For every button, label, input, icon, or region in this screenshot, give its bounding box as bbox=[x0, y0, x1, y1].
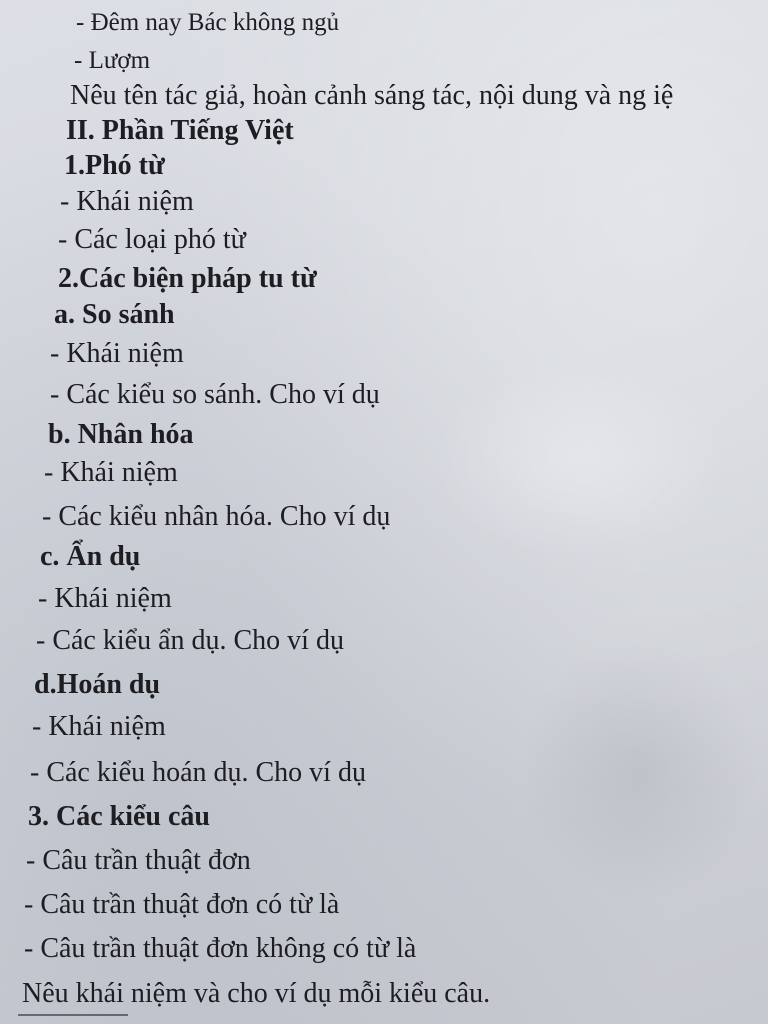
subheading-bien-phap-tu-tu: 2.Các biện pháp tu từ bbox=[58, 263, 317, 294]
list-item: - Khái niệm bbox=[38, 583, 172, 614]
list-item: - Khái niệm bbox=[50, 338, 184, 369]
poem-item-dem-nay-bac-khong-ngu: - Đêm nay Bác không ngủ bbox=[76, 9, 340, 36]
subheading-nhan-hoa: b. Nhân hóa bbox=[48, 419, 194, 450]
subheading-cac-kieu-cau: 3. Các kiểu câu bbox=[28, 801, 210, 832]
list-item: - Khái niệm bbox=[44, 457, 178, 488]
subheading-so-sanh: a. So sánh bbox=[54, 299, 175, 330]
list-item: - Các kiểu so sánh. Cho ví dụ bbox=[50, 379, 380, 410]
instruction-cac-kieu-cau: Nêu khái niệm và cho ví dụ mỗi kiểu câu. bbox=[22, 978, 491, 1009]
cropped-text-fragment bbox=[18, 1014, 128, 1024]
list-item: - Câu trần thuật đơn không có từ là bbox=[24, 933, 417, 964]
list-item: - Các kiểu nhân hóa. Cho ví dụ bbox=[42, 501, 391, 532]
poem-item-luom: - Lượm bbox=[74, 47, 151, 74]
list-item: - Các loại phó từ bbox=[58, 224, 246, 255]
list-item: - Các kiểu hoán dụ. Cho ví dụ bbox=[30, 757, 366, 788]
instruction-literature: Nêu tên tác giả, hoàn cảnh sáng tác, nội dung và ng iệ bbox=[70, 80, 674, 111]
list-item: - Các kiểu ẩn dụ. Cho ví dụ bbox=[36, 625, 344, 656]
subheading-an-du: c. Ẩn dụ bbox=[40, 541, 141, 572]
list-item: - Khái niệm bbox=[60, 186, 194, 217]
subheading-hoan-du: d.Hoán dụ bbox=[34, 669, 161, 700]
paper-crease-shadow bbox=[520, 640, 760, 900]
list-item: - Khái niệm bbox=[32, 711, 166, 742]
subheading-pho-tu: 1.Phó từ bbox=[64, 150, 165, 181]
list-item: - Câu trần thuật đơn có từ là bbox=[24, 889, 340, 920]
paper-crease-highlight bbox=[430, 360, 730, 560]
list-item: - Câu trần thuật đơn bbox=[26, 845, 251, 876]
section-heading-tieng-viet: II. Phần Tiếng Việt bbox=[66, 115, 294, 146]
